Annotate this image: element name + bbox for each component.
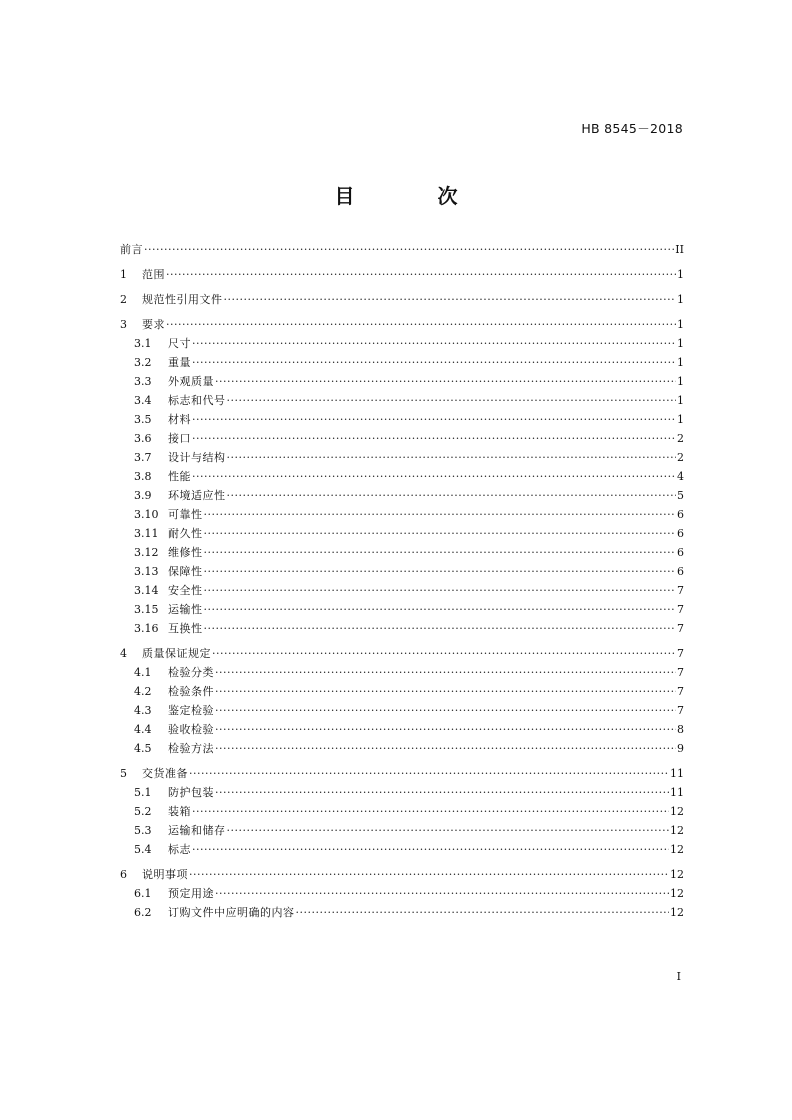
toc-entry-title: 性能: [168, 470, 191, 483]
toc-entry-page: 5: [677, 489, 684, 502]
toc-entry[interactable]: [120, 663, 684, 682]
dot-leader: [204, 505, 677, 524]
toc-entry[interactable]: [120, 353, 684, 372]
toc-entry[interactable]: [120, 524, 684, 543]
toc-entry-page: 7: [677, 704, 684, 717]
toc-entry-page: 6: [677, 527, 684, 540]
toc-entry[interactable]: [120, 290, 684, 309]
toc-entry[interactable]: [120, 701, 684, 720]
toc-entry[interactable]: [120, 865, 684, 884]
toc-entry[interactable]: [120, 840, 684, 859]
dot-leader: [215, 884, 669, 903]
toc-entry[interactable]: [120, 486, 684, 505]
toc-entry[interactable]: [120, 821, 684, 840]
toc-entry-page: 12: [670, 843, 684, 856]
dot-leader: [215, 372, 676, 391]
dot-leader: [227, 448, 677, 467]
toc-entry-title: 维修性: [168, 546, 203, 559]
toc-entry-page: 4: [677, 470, 684, 483]
toc-entry-page: 1: [677, 356, 684, 369]
dot-leader: [189, 764, 669, 783]
toc-entry-title: 鉴定检验: [168, 704, 214, 717]
toc-entry-page: 12: [670, 887, 684, 900]
toc-entry[interactable]: [120, 764, 684, 783]
toc-entry-number: 3.15: [134, 603, 159, 616]
dot-leader: [192, 802, 669, 821]
toc-entry-page: 2: [677, 432, 684, 445]
toc-entry-page: 12: [670, 868, 684, 881]
toc-entry-title: 保障性: [168, 565, 203, 578]
toc-entry[interactable]: [120, 334, 684, 353]
toc-entry-title: 范围: [142, 268, 165, 281]
toc-entry-number: 5.4: [134, 843, 152, 856]
toc-entry-number: 3.11: [134, 527, 159, 540]
toc-entry[interactable]: [120, 429, 684, 448]
dot-leader: [166, 265, 676, 284]
toc-entry-page: 1: [677, 268, 684, 281]
toc-entry-title: 接口: [168, 432, 191, 445]
toc-entry-number: 4: [120, 647, 127, 660]
toc-entry-title: 检验方法: [168, 742, 214, 755]
dot-leader: [192, 429, 676, 448]
dot-leader: [204, 543, 677, 562]
toc-entry[interactable]: [120, 682, 684, 701]
toc-entry-number: 5.3: [134, 824, 152, 837]
toc-entry-page: 6: [677, 565, 684, 578]
toc-entry-page: 1: [677, 293, 684, 306]
toc-entry-number: 4.2: [134, 685, 152, 698]
toc-entry[interactable]: [120, 802, 684, 821]
toc-entry[interactable]: [120, 581, 684, 600]
toc-entry-number: 6: [120, 868, 127, 881]
dot-leader: [212, 644, 676, 663]
dot-leader: [224, 290, 677, 309]
toc-entry-title: 检验分类: [168, 666, 214, 679]
toc-entry-title: 标志: [168, 843, 191, 856]
toc-entry-number: 3.2: [134, 356, 152, 369]
toc-entry-page: 7: [677, 622, 684, 635]
toc-entry-page: 6: [677, 546, 684, 559]
dot-leader: [204, 524, 677, 543]
toc-entry-title: 材料: [168, 413, 191, 426]
toc-entry-number: 6.2: [134, 906, 152, 919]
toc-entry-title: 标志和代号: [168, 394, 226, 407]
toc-entry-title: 防护包装: [168, 786, 214, 799]
toc-entry-title: 预定用途: [168, 887, 214, 900]
toc-entry-number: 3.1: [134, 337, 152, 350]
toc-entry-title: 耐久性: [168, 527, 203, 540]
toc-entry[interactable]: [120, 467, 684, 486]
dot-leader: [192, 353, 676, 372]
toc-entry-title: 规范性引用文件: [142, 293, 223, 306]
toc-entry-title: 重量: [168, 356, 191, 369]
toc-entry-number: 5: [120, 767, 127, 780]
toc-entry-page: 12: [670, 805, 684, 818]
toc-entry-title: 要求: [142, 318, 165, 331]
toc-entry[interactable]: [120, 448, 684, 467]
dot-leader: [296, 903, 670, 922]
dot-leader: [215, 682, 676, 701]
toc-entry-number: 3: [120, 318, 127, 331]
toc-entry-title: 说明事项: [142, 868, 188, 881]
toc-entry[interactable]: [120, 505, 684, 524]
dot-leader: [227, 486, 677, 505]
toc-entry-page: 1: [677, 413, 684, 426]
toc-entry-title: 尺寸: [168, 337, 191, 350]
toc-entry[interactable]: [120, 543, 684, 562]
toc-entry-page: 12: [670, 824, 684, 837]
toc-entry[interactable]: [120, 720, 684, 739]
dot-leader: [192, 840, 669, 859]
toc-entry[interactable]: [120, 884, 684, 903]
toc-entry-number: 4.1: [134, 666, 152, 679]
toc-entry-page: 7: [677, 666, 684, 679]
toc-entry-title: 设计与结构: [168, 451, 226, 464]
standard-code: HB 8545－2018: [581, 121, 683, 136]
toc-entry-page: 7: [677, 584, 684, 597]
toc-entry-number: 6.1: [134, 887, 152, 900]
dot-leader: [192, 410, 676, 429]
toc-entry[interactable]: [120, 391, 684, 410]
toc-entry-number: 4.3: [134, 704, 152, 717]
toc-entry[interactable]: [120, 240, 684, 259]
toc-entry-number: 3.12: [134, 546, 159, 559]
toc-entry-title: 环境适应性: [168, 489, 226, 502]
toc-entry-number: 3.10: [134, 508, 159, 521]
toc-entry-page: 7: [677, 685, 684, 698]
toc-entry-page: 12: [670, 906, 684, 919]
toc-entry-title: 验收检验: [168, 723, 214, 736]
toc-entry-title: 订购文件中应明确的内容: [168, 906, 295, 919]
dot-leader: [215, 663, 676, 682]
toc-entry-title: 互换性: [168, 622, 203, 635]
dot-leader: [166, 315, 676, 334]
toc-entry-number: 3.7: [134, 451, 152, 464]
toc-entry-page: 1: [677, 394, 684, 407]
toc-entry-page: II: [675, 243, 684, 256]
dot-leader: [227, 821, 670, 840]
toc-entry-title: 运输性: [168, 603, 203, 616]
toc-entry-title: 可靠性: [168, 508, 203, 521]
toc-entry-page: 1: [677, 318, 684, 331]
dot-leader: [215, 739, 676, 758]
table-of-contents: [120, 240, 684, 922]
toc-entry-number: 3.16: [134, 622, 159, 635]
toc-entry-page: 11: [670, 767, 684, 780]
toc-entry-number: 4.5: [134, 742, 152, 755]
toc-entry-title: 前言: [120, 243, 143, 256]
toc-entry-page: 7: [677, 647, 684, 660]
toc-entry[interactable]: [120, 315, 684, 334]
toc-entry-number: 3.14: [134, 584, 159, 597]
toc-entry-title: 质量保证规定: [142, 647, 211, 660]
dot-leader: [215, 783, 669, 802]
toc-entry[interactable]: [120, 600, 684, 619]
dot-leader: [189, 865, 669, 884]
toc-entry-page: 11: [670, 786, 684, 799]
toc-entry-title: 外观质量: [168, 375, 214, 388]
toc-entry-page: 1: [677, 375, 684, 388]
toc-entry[interactable]: [120, 903, 684, 922]
dot-leader: [204, 562, 677, 581]
toc-entry[interactable]: [120, 619, 684, 638]
toc-entry-number: 3.4: [134, 394, 152, 407]
page-title: 目 次: [334, 184, 496, 208]
toc-entry-number: 3.8: [134, 470, 152, 483]
footer-page-number: I: [676, 970, 681, 983]
dot-leader: [192, 467, 676, 486]
dot-leader: [215, 720, 676, 739]
toc-entry-number: 5.1: [134, 786, 152, 799]
toc-entry[interactable]: [120, 739, 684, 758]
toc-entry[interactable]: [120, 410, 684, 429]
toc-entry-number: 1: [120, 268, 127, 281]
toc-entry-number: 4.4: [134, 723, 152, 736]
toc-entry-number: 3.9: [134, 489, 152, 502]
dot-leader: [204, 581, 677, 600]
toc-entry[interactable]: [120, 265, 684, 284]
toc-entry-page: 2: [677, 451, 684, 464]
dot-leader: [215, 701, 676, 720]
toc-entry-number: 3.3: [134, 375, 152, 388]
dot-leader: [204, 600, 677, 619]
dot-leader: [227, 391, 677, 410]
toc-entry-number: 2: [120, 293, 127, 306]
toc-entry-number: 5.2: [134, 805, 152, 818]
dot-leader: [144, 240, 674, 259]
toc-entry-number: 3.13: [134, 565, 159, 578]
toc-entry[interactable]: [120, 644, 684, 663]
toc-entry[interactable]: [120, 783, 684, 802]
toc-entry-title: 安全性: [168, 584, 203, 597]
toc-entry-title: 运输和储存: [168, 824, 226, 837]
toc-entry[interactable]: [120, 372, 684, 391]
toc-entry-title: 交货准备: [142, 767, 188, 780]
toc-entry[interactable]: [120, 562, 684, 581]
toc-entry-page: 7: [677, 603, 684, 616]
toc-entry-number: 3.5: [134, 413, 152, 426]
toc-entry-page: 8: [677, 723, 684, 736]
dot-leader: [204, 619, 677, 638]
toc-entry-page: 9: [677, 742, 684, 755]
toc-entry-title: 装箱: [168, 805, 191, 818]
toc-entry-title: 检验条件: [168, 685, 214, 698]
toc-entry-page: 1: [677, 337, 684, 350]
toc-entry-page: 6: [677, 508, 684, 521]
dot-leader: [192, 334, 676, 353]
toc-entry-number: 3.6: [134, 432, 152, 445]
